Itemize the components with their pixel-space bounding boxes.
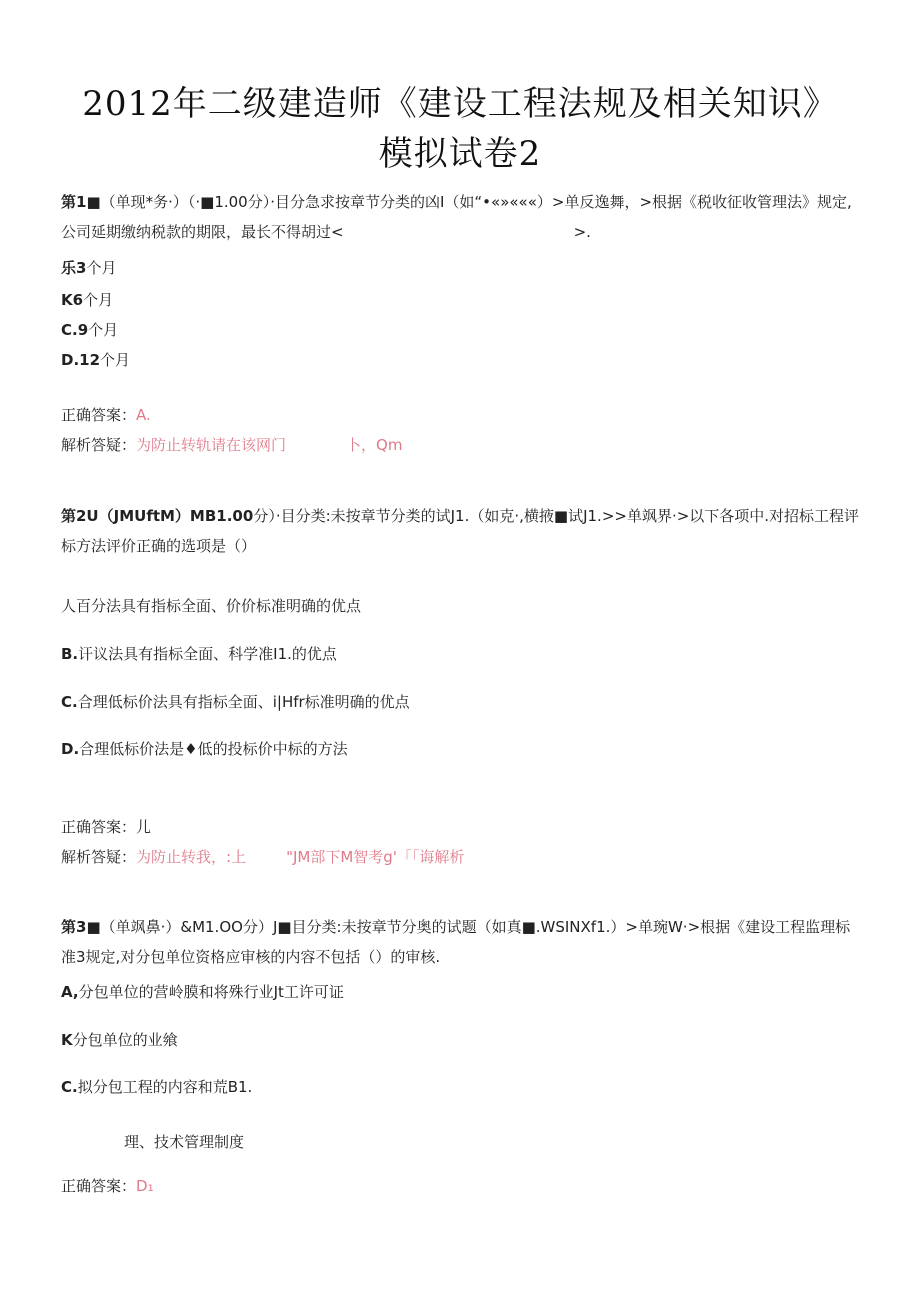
question-1-number: 第1 [61,193,87,211]
question-1-answer-value: A. [136,406,151,424]
question-2-text: 分）·目分类:未按章节分类的试J1.（如克·,横掖■试J1.>>单飒界·>以下各项中.对招标工程评标方法评价正确的选项是（） [61,507,860,555]
question-1-text-end: >. [573,223,591,241]
question-2-option-d: D.合理低标价法是♦低的投标价中标的方法 [61,740,348,758]
question-3-number: 第3 [61,918,87,936]
question-1-header [61,187,861,247]
question-2-number: 第2U [61,507,99,525]
question-3-option-c: C.拟分包工程的内容和荒B1. [61,1078,253,1096]
page-title-line1: 2012年二级建造师《建设工程法规及相关知识》 [82,84,838,124]
question-1-explain: 解析答疑：为防止转轨请在该网门 卜，Qm [61,436,403,454]
question-1-text: ■（单现*务·）（·■1.00分）·目分急求按章节分类的凶I（如“•«»«««）>单反逸舞，>根据《税收征收管理法》规定,公司延期缴纳税款的期限，最长不得胡过< [61,193,852,241]
question-2-answer-value: 儿 [136,818,152,836]
question-3-header [61,912,861,972]
question-2-header: 第2U（JMUftM）MB1.00分）·目分类:未按章节分类的试J1.（如克·,横掖■试J1.>>单飒界·>以下各项中.对招标工程评标方法评价正确的选项是（） [61,507,860,555]
question-2-option-c: C.合理低标价法具有指标全面、i|Hfr标准明确的优点 [61,693,410,711]
question-3-option-b: K分包单位的业飨 [61,1031,178,1049]
question-2-option-b: B.讦议法具有指标全面、科学准I1.的优点 [61,645,337,663]
question-2-explain: 解析答疑：为防止转我，:上 "JM部下M智考g'「「诲解析 [61,848,465,866]
question-1-option-a: 乐3个月 [61,259,117,277]
question-1-option-c: C.9个月 [61,321,119,339]
page-title-line2: 模拟试卷2 [378,134,542,174]
question-3-answer-value: D₁ [136,1177,154,1195]
question-3-option-a: A,分包单位的营岭膜和将殊行业Jt工许可证 [61,983,344,1001]
question-3-text: ■（单飒鼻·）&M1.OO分）J■目分类:未按章节分奥的试题（如真■.WSINXf1.）>单琬W·>根据《建设工程监理标准3规定,对分包单位资格应审核的内容不包括（）的审核. [61,918,851,966]
question-2-answer: 正确答案：儿 [61,818,152,836]
question-1-option-d: D.12个月 [61,351,131,369]
question-3-answer: 正确答案：D₁ [61,1177,154,1195]
question-1-option-b: K6个月 [61,291,114,309]
question-3-option-d: 理、技术管理制度 [124,1133,245,1151]
question-2-option-a: 人百分法具有指标全面、价价标准明确的优点 [61,597,362,615]
question-1-answer: 正确答案：A. [61,406,151,424]
